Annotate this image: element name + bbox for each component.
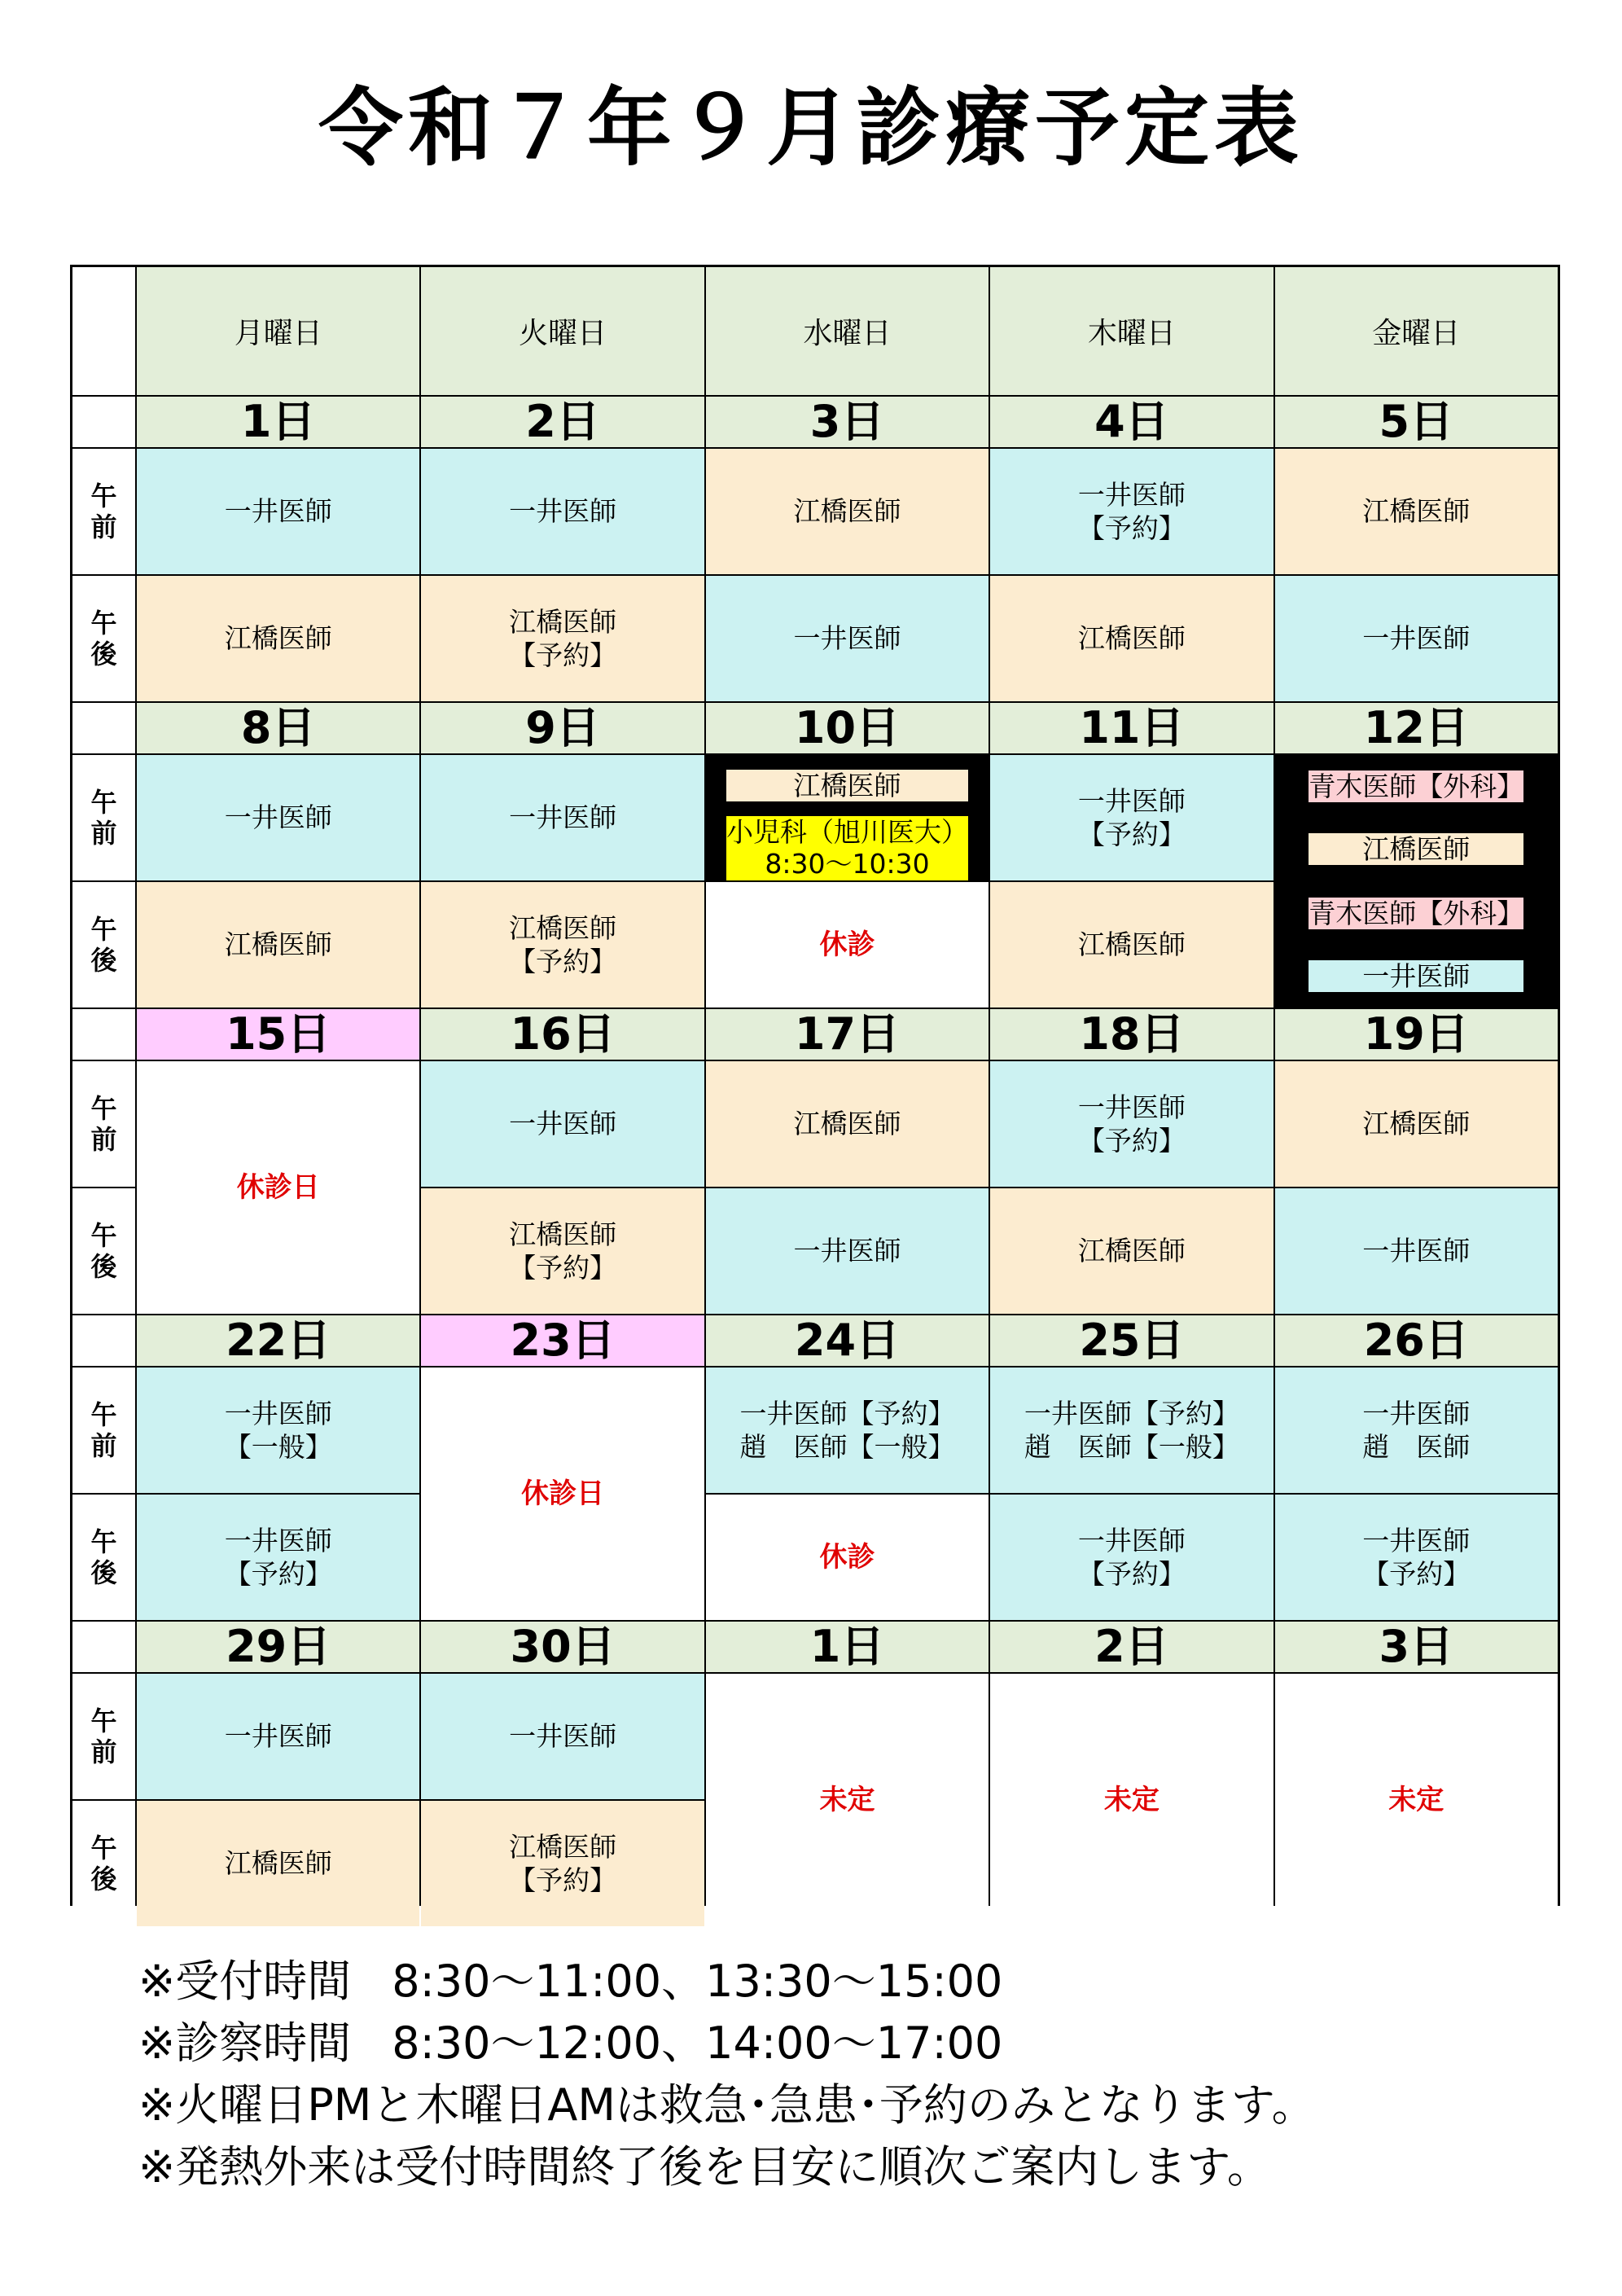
schedule-slot: 一井医師 【予約】 [990, 449, 1273, 574]
period-label-am: 午 前 [72, 1061, 135, 1187]
schedule-slot: 江橋医師 [137, 1801, 419, 1926]
schedule-slot-upper: 江橋医師 [726, 770, 968, 802]
surgery-slot: 青木医師【外科】 [1309, 770, 1524, 802]
notes [138, 1951, 1572, 2198]
date-cell: 5日 [1275, 397, 1558, 447]
date-cell: 18日 [990, 1009, 1273, 1060]
date-cell: 16日 [421, 1009, 704, 1060]
note-reception-hours [138, 1951, 1572, 2013]
schedule-slot: 一井医師 [421, 1674, 704, 1799]
date-cell: 22日 [137, 1315, 419, 1366]
schedule-slot: 江橋医師 [706, 449, 989, 574]
schedule-slot: 江橋医師 [1275, 1061, 1558, 1187]
schedule-slot: 一井医師 [706, 1188, 989, 1314]
schedule-slot-lower: 一井医師 [1309, 960, 1523, 993]
period-label-pm: 午 後 [72, 576, 135, 701]
schedule-slot: 江橋医師 【予約】 [421, 882, 704, 1008]
date-cell: 25日 [990, 1315, 1273, 1366]
schedule-slot: 一井医師【予約】 趙 医師【一般】 [706, 1368, 989, 1493]
corner-cell [72, 267, 135, 395]
schedule-table [70, 265, 1560, 1906]
schedule-slot: 一井医師 [421, 1061, 704, 1187]
weekday-header-fri: 金曜日 [1275, 267, 1558, 395]
date-cell: 11日 [990, 703, 1273, 753]
period-label-am: 午 前 [72, 1674, 135, 1799]
schedule-slot: 江橋医師 【予約】 [421, 576, 704, 701]
date-cell: 9日 [421, 703, 704, 753]
closed-day-slot: 休診日 [421, 1368, 704, 1620]
date-row-label [72, 1622, 135, 1672]
schedule-slot: 江橋医師 [137, 576, 419, 701]
surgery-slot: 青木医師【外科】 [1309, 897, 1524, 929]
note-label: ※診察時間 [138, 2017, 352, 2069]
date-cell: 3日 [706, 397, 989, 447]
schedule-slot: 江橋医師 【予約】 [421, 1801, 704, 1926]
period-label-pm: 午 後 [72, 1801, 135, 1926]
tbd-slot: 未定 [706, 1674, 989, 1926]
schedule-slot: 一井医師 【予約】 [990, 755, 1273, 880]
schedule-slot-split [1275, 882, 1558, 1008]
date-cell: 2日 [421, 397, 704, 447]
date-cell: 4日 [990, 397, 1273, 447]
date-cell: 12日 [1275, 703, 1558, 753]
date-cell: 29日 [137, 1622, 419, 1672]
date-cell: 10日 [706, 703, 989, 753]
date-cell: 8日 [137, 703, 419, 753]
date-cell: 2日 [990, 1622, 1273, 1672]
schedule-slot: 一井医師 趙 医師 [1275, 1368, 1558, 1493]
schedule-slot: 江橋医師 [990, 882, 1273, 1008]
schedule-slot: 江橋医師 [990, 1188, 1273, 1314]
schedule-slot: 江橋医師 [706, 1061, 989, 1187]
date-cell-holiday: 23日 [421, 1315, 704, 1366]
date-row-label [72, 1009, 135, 1060]
date-cell: 19日 [1275, 1009, 1558, 1060]
note-consultation-hours [138, 2013, 1572, 2074]
period-label-pm: 午 後 [72, 1495, 135, 1620]
date-row-label [72, 397, 135, 447]
note-label: ※受付時間 [138, 1956, 352, 2007]
schedule-slot: 一井医師 [137, 449, 419, 574]
schedule-slot: 一井医師 [1275, 1188, 1558, 1314]
schedule-slot: 一井医師【予約】 趙 医師【一般】 [990, 1368, 1273, 1493]
weekday-header-mon: 月曜日 [137, 267, 419, 395]
pediatric-slot: 小児科（旭川医大） 8:30～10:30 [726, 815, 968, 880]
period-label-am: 午 前 [72, 755, 135, 880]
schedule-slot: 一井医師 【予約】 [990, 1061, 1273, 1187]
schedule-slot: 一井医師 [421, 449, 704, 574]
schedule-slot: 一井医師 [1275, 576, 1558, 701]
schedule-slot-lower: 江橋医師 [1309, 833, 1523, 866]
note-value: 8:30～11:00、13:30～15:00 [392, 1956, 1003, 2007]
schedule-slot: 江橋医師 【予約】 [421, 1188, 704, 1314]
schedule-slot: 江橋医師 [990, 576, 1273, 701]
period-label-pm: 午 後 [72, 882, 135, 1008]
schedule-slot: 一井医師 [137, 755, 419, 880]
note-emergency: ※火曜日PMと木曜日AMは救急･急患･予約のみとなります。 [138, 2079, 1316, 2131]
date-cell: 30日 [421, 1622, 704, 1672]
schedule-slot: 江橋医師 [1275, 449, 1558, 574]
weekday-header-tue: 火曜日 [421, 267, 704, 395]
tbd-slot: 未定 [1275, 1674, 1558, 1926]
weekday-header-wed: 水曜日 [706, 267, 989, 395]
page-title: 令和７年９月診療予定表 [318, 78, 1304, 178]
schedule-slot: 一井医師 【予約】 [137, 1495, 419, 1620]
period-label-pm: 午 後 [72, 1188, 135, 1314]
schedule-slot-split [706, 755, 989, 880]
period-label-am: 午 前 [72, 449, 135, 574]
closed-day-slot: 休診日 [137, 1061, 419, 1314]
closed-slot: 休診 [706, 882, 989, 1008]
date-row-label [72, 1315, 135, 1366]
tbd-slot: 未定 [990, 1674, 1273, 1926]
date-row-label [72, 703, 135, 753]
schedule-slot: 一井医師 [137, 1674, 419, 1799]
schedule-slot: 一井医師 【予約】 [990, 1495, 1273, 1620]
date-cell-holiday: 15日 [137, 1009, 419, 1060]
schedule-slot-split [1275, 755, 1558, 880]
period-label-am: 午 前 [72, 1368, 135, 1493]
note-fever-clinic: ※発熱外来は受付時間終了後を目安に順次ご案内します。 [138, 2141, 1271, 2193]
weekday-header-thu: 木曜日 [990, 267, 1273, 395]
date-cell: 17日 [706, 1009, 989, 1060]
note-value: 8:30～12:00、14:00～17:00 [392, 2017, 1003, 2069]
date-cell: 3日 [1275, 1622, 1558, 1672]
schedule-slot: 一井医師 【一般】 [137, 1368, 419, 1493]
date-cell: 26日 [1275, 1315, 1558, 1366]
schedule-slot: 一井医師 [421, 755, 704, 880]
schedule-slot: 一井医師 [706, 576, 989, 701]
schedule-slot: 江橋医師 [137, 882, 419, 1008]
date-cell: 24日 [706, 1315, 989, 1366]
schedule-slot: 一井医師 【予約】 [1275, 1495, 1558, 1620]
date-cell: 1日 [706, 1622, 989, 1672]
date-cell: 1日 [137, 397, 419, 447]
closed-slot: 休診 [706, 1495, 989, 1620]
